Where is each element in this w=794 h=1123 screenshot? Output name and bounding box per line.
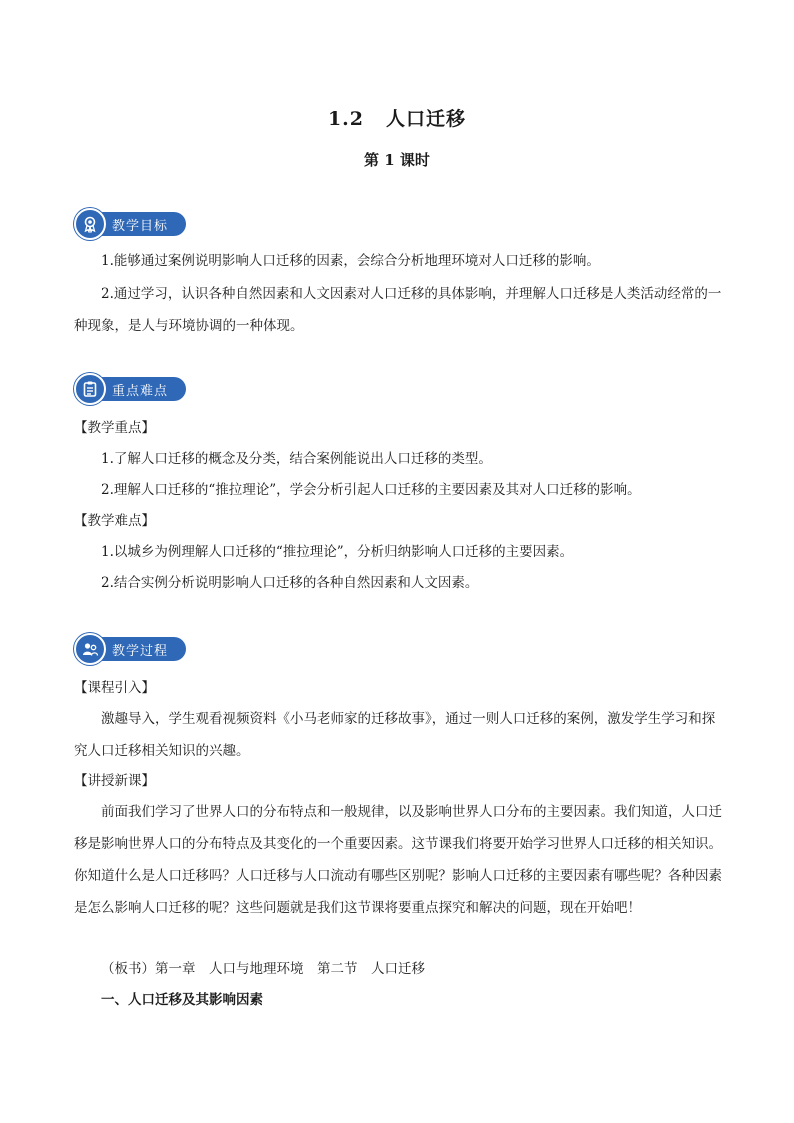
page-title xyxy=(0,104,794,131)
page-subtitle: 第 1 课时 xyxy=(364,151,430,169)
section-subheading: 一、人口迁移及其影响因素 xyxy=(101,992,263,1008)
goal-item-2: 2.通过学习，认识各种自然因素和人文因素对人口迁移的具体影响，并理解人口迁移是人类活动经常的一种现象，是人与环境协调的一种体现。 xyxy=(74,286,722,334)
focus-item-1: 1.了解人口迁移的概念及分类，结合案例能说出人口迁移的类型。 xyxy=(101,451,492,467)
badge-label: 教学过程 xyxy=(94,637,186,661)
clipboard-icon xyxy=(74,373,106,405)
focus-item-2: 2.理解人口迁移的“推拉理论”，学会分析引起人口迁移的主要因素及其对人口迁移的影响。 xyxy=(101,482,641,498)
badge-label: 教学目标 xyxy=(94,212,186,236)
title-number: 1.2 xyxy=(327,108,365,130)
section-badge-process xyxy=(74,634,186,664)
title-text: 人口迁移 xyxy=(386,108,467,130)
focus-heading: 【教学重点】 xyxy=(74,420,155,436)
section-badge-key-points xyxy=(74,374,186,404)
new-lesson-heading: 【讲授新课】 xyxy=(74,773,155,789)
difficulty-item-1: 1.以城乡为例理解人口迁移的“推拉理论”，分析归纳影响人口迁移的主要因素。 xyxy=(101,544,574,560)
intro-heading: 【课程引入】 xyxy=(74,680,155,696)
intro-text: 激趣导入，学生观看视频资料《小马老师家的迁移故事》，通过一则人口迁移的案例，激发学生学习和探究人口迁移相关知识的兴趣。 xyxy=(74,711,716,759)
award-ribbon-icon xyxy=(74,208,106,240)
difficulty-heading: 【教学难点】 xyxy=(74,513,155,529)
section-badge-goals xyxy=(74,209,186,239)
goal-item-1: 1.能够通过案例说明影响人口迁移的因素，会综合分析地理环境对人口迁移的影响。 xyxy=(101,253,600,269)
people-icon xyxy=(74,633,106,665)
new-lesson-text: 前面我们学习了世界人口的分布特点和一般规律，以及影响世界人口分布的主要因素。我们知道，人口迁移是影响世界人口的分布特点及其变化的一个重要因素。这节课我们将要开始学习世界人口迁移的相关知识。你知道什么是人口迁移吗？人口迁移与人口流动有哪些区别呢？影响人口迁移的主要因素有哪些呢？各种因素是怎么影响人口迁移的呢？这些问题就是我们这节课将要重点探究和解决的问题，现在开始吧！ xyxy=(74,804,722,916)
board-note: （板书）第一章 人口与地理环境 第二节 人口迁移 xyxy=(101,961,425,977)
difficulty-item-2: 2.结合实例分析说明影响人口迁移的各种自然因素和人文因素。 xyxy=(101,575,479,591)
badge-label: 重点难点 xyxy=(94,377,186,401)
